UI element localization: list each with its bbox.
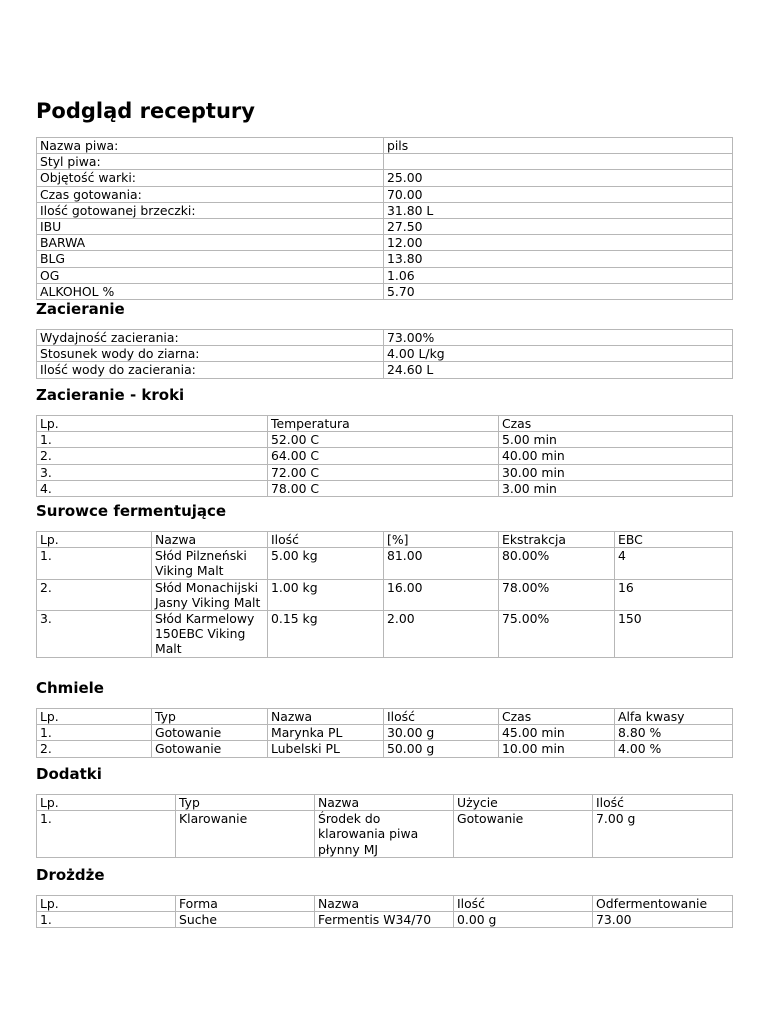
row-label: IBU [37, 219, 384, 235]
table-cell: Słód Karmelowy 150EBC Viking Malt [152, 611, 268, 658]
table-cell: 10.00 min [499, 741, 615, 757]
table-header-row [37, 709, 733, 725]
column-header: Nazwa [315, 795, 454, 811]
table-row [37, 170, 733, 186]
table-cell: 78.00% [499, 579, 615, 610]
table-cell: 52.00 C [268, 432, 499, 448]
table-cell: 81.00 [384, 548, 499, 579]
table-cell: 2. [37, 579, 152, 610]
table-cell: 1.00 kg [268, 579, 384, 610]
column-header: Ilość [268, 532, 384, 548]
table-cell: 1. [37, 725, 152, 741]
table-header-row [37, 532, 733, 548]
table-cell: Gotowanie [152, 725, 268, 741]
row-value: 5.70 [384, 283, 733, 299]
page-title: Podgląd receptury [36, 99, 255, 123]
table-cell: Słód Monachijski Jasny Viking Malt [152, 579, 268, 610]
row-label: Stosunek wody do ziarna: [37, 346, 384, 362]
table-row [37, 219, 733, 235]
table-row [37, 138, 733, 154]
table-row [37, 480, 733, 496]
row-label: Wydajność zacierania: [37, 330, 384, 346]
table-cell: 73.00 [593, 912, 733, 928]
column-header: Lp. [37, 416, 268, 432]
table-cell: 80.00% [499, 548, 615, 579]
yeast-heading: Drożdże [36, 866, 105, 884]
table-cell: 2.00 [384, 611, 499, 658]
table-cell: 150 [615, 611, 733, 658]
column-header: Ekstrakcja [499, 532, 615, 548]
table-cell: 64.00 C [268, 448, 499, 464]
mashing-table [36, 329, 733, 379]
row-label: Ilość gotowanej brzeczki: [37, 202, 384, 218]
additions-table [36, 794, 733, 858]
table-row [37, 579, 733, 610]
row-value: 12.00 [384, 235, 733, 251]
table-cell: Lubelski PL [268, 741, 384, 757]
table-cell: 16.00 [384, 579, 499, 610]
yeast-table [36, 895, 733, 928]
table-cell: 7.00 g [593, 811, 733, 858]
table-cell: 2. [37, 741, 152, 757]
table-cell: 2. [37, 448, 268, 464]
hops-heading: Chmiele [36, 679, 104, 697]
hops-table [36, 708, 733, 758]
row-value: 25.00 [384, 170, 733, 186]
table-cell: 3. [37, 464, 268, 480]
column-header: Nazwa [315, 896, 454, 912]
table-cell: 30.00 min [499, 464, 733, 480]
row-value: 31.80 L [384, 202, 733, 218]
mash-steps-table [36, 415, 733, 497]
table-cell: 16 [615, 579, 733, 610]
column-header: Typ [152, 709, 268, 725]
row-value [384, 154, 733, 170]
row-label: BLG [37, 251, 384, 267]
table-cell: 5.00 min [499, 432, 733, 448]
column-header: Odfermentowanie [593, 896, 733, 912]
column-header: Alfa kwasy [615, 709, 733, 725]
table-cell: 1. [37, 912, 176, 928]
column-header: Typ [176, 795, 315, 811]
column-header: Lp. [37, 795, 176, 811]
table-row [37, 154, 733, 170]
column-header: Nazwa [268, 709, 384, 725]
column-header: Użycie [454, 795, 593, 811]
row-value: 4.00 L/kg [384, 346, 733, 362]
row-label: ALKOHOL % [37, 283, 384, 299]
table-row [37, 283, 733, 299]
column-header: Nazwa [152, 532, 268, 548]
row-label: Nazwa piwa: [37, 138, 384, 154]
row-value: 1.06 [384, 267, 733, 283]
table-cell: 3.00 min [499, 480, 733, 496]
table-row [37, 811, 733, 858]
table-cell: 0.15 kg [268, 611, 384, 658]
table-cell: Środek do klarowania piwa płynny MJ [315, 811, 454, 858]
table-cell: 1. [37, 548, 152, 579]
row-label: BARWA [37, 235, 384, 251]
table-row [37, 611, 733, 658]
table-cell: 75.00% [499, 611, 615, 658]
column-header: Lp. [37, 709, 152, 725]
table-cell: 72.00 C [268, 464, 499, 480]
column-header: Ilość [454, 896, 593, 912]
table-row [37, 186, 733, 202]
column-header: Ilość [593, 795, 733, 811]
table-cell: 4. [37, 480, 268, 496]
table-row [37, 235, 733, 251]
table-cell: 3. [37, 611, 152, 658]
row-value: pils [384, 138, 733, 154]
row-label: OG [37, 267, 384, 283]
table-cell: 0.00 g [454, 912, 593, 928]
table-row [37, 548, 733, 579]
additions-heading: Dodatki [36, 765, 102, 783]
row-value: 13.80 [384, 251, 733, 267]
row-label: Ilość wody do zacierania: [37, 362, 384, 378]
table-cell: 5.00 kg [268, 548, 384, 579]
table-row [37, 362, 733, 378]
row-label: Styl piwa: [37, 154, 384, 170]
table-row [37, 464, 733, 480]
column-header: Ilość [384, 709, 499, 725]
table-row [37, 448, 733, 464]
fermentables-heading: Surowce fermentujące [36, 502, 227, 520]
table-cell: Marynka PL [268, 725, 384, 741]
mashing-heading: Zacieranie [36, 300, 125, 318]
table-header-row [37, 795, 733, 811]
table-row [37, 251, 733, 267]
table-cell: Gotowanie [152, 741, 268, 757]
fermentables-table [36, 531, 733, 658]
table-cell: 30.00 g [384, 725, 499, 741]
column-header: Forma [176, 896, 315, 912]
table-row [37, 912, 733, 928]
row-value: 27.50 [384, 219, 733, 235]
table-cell: 78.00 C [268, 480, 499, 496]
column-header: Temperatura [268, 416, 499, 432]
table-cell: 4 [615, 548, 733, 579]
mash-steps-heading: Zacieranie - kroki [36, 386, 185, 404]
table-row [37, 432, 733, 448]
column-header: EBC [615, 532, 733, 548]
row-label: Objętość warki: [37, 170, 384, 186]
column-header: Czas [499, 416, 733, 432]
table-cell: Gotowanie [454, 811, 593, 858]
table-cell: 1. [37, 811, 176, 858]
table-cell: 40.00 min [499, 448, 733, 464]
recipe-summary-table [36, 137, 733, 300]
column-header: Czas [499, 709, 615, 725]
table-cell: Suche [176, 912, 315, 928]
table-row [37, 267, 733, 283]
table-row [37, 330, 733, 346]
row-value: 73.00% [384, 330, 733, 346]
column-header: [%] [384, 532, 499, 548]
row-value: 24.60 L [384, 362, 733, 378]
table-cell: 8.80 % [615, 725, 733, 741]
row-label: Czas gotowania: [37, 186, 384, 202]
table-cell: 1. [37, 432, 268, 448]
table-row [37, 346, 733, 362]
table-row [37, 725, 733, 741]
table-header-row [37, 896, 733, 912]
table-row [37, 741, 733, 757]
table-row [37, 202, 733, 218]
row-value: 70.00 [384, 186, 733, 202]
column-header: Lp. [37, 896, 176, 912]
table-header-row [37, 416, 733, 432]
table-cell: 4.00 % [615, 741, 733, 757]
table-cell: Słód Pilzneński Viking Malt [152, 548, 268, 579]
table-cell: 50.00 g [384, 741, 499, 757]
table-cell: 45.00 min [499, 725, 615, 741]
column-header: Lp. [37, 532, 152, 548]
table-cell: Klarowanie [176, 811, 315, 858]
table-cell: Fermentis W34/70 [315, 912, 454, 928]
